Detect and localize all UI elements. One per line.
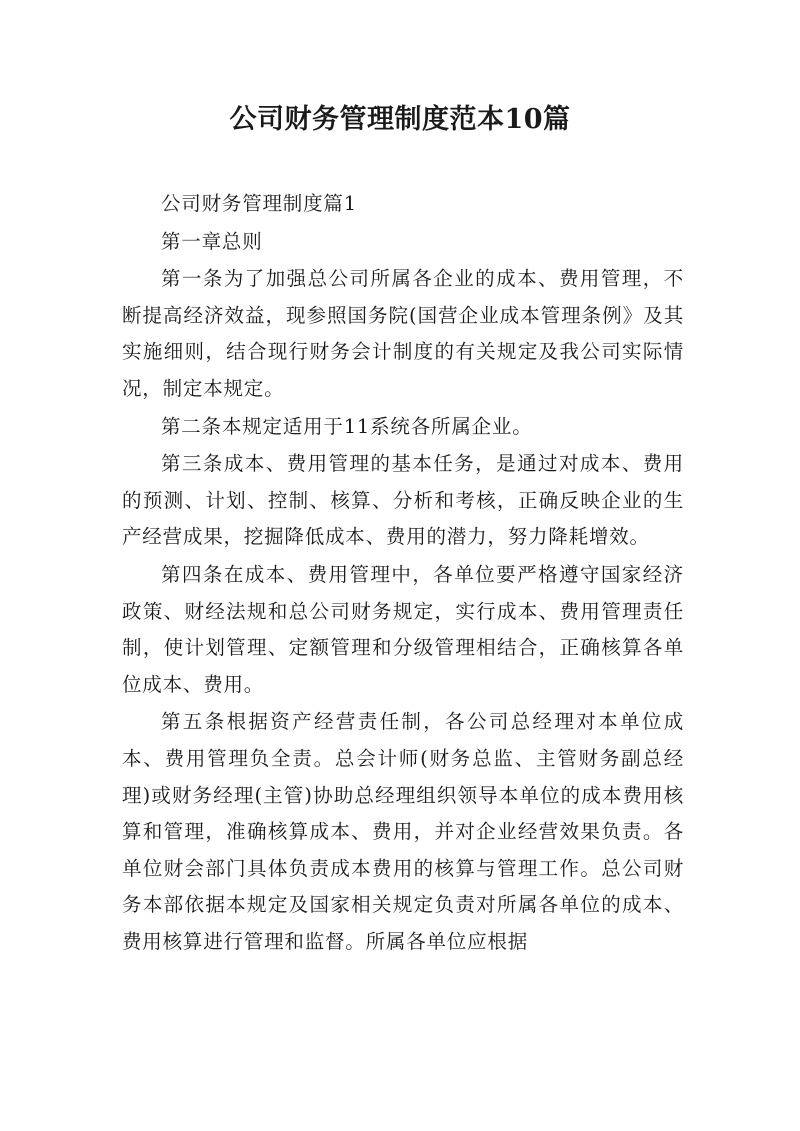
- paragraph-article-2: 第二条本规定适用于11系统各所属企业。: [161, 414, 533, 438]
- paragraph-section-heading: 公司财务管理制度篇1: [161, 192, 357, 215]
- paragraph-article-4: 第四条在成本、费用管理中，各单位要严格遵守国家经济政策、财经法规和总公司财务规定，实行成本、费用管理责任制，使计划管理、定额管理和分级管理相结合，正确核算各单位成本、费用。: [122, 562, 684, 696]
- paragraph-chapter-heading: 第一章总则: [161, 229, 263, 253]
- paragraph-article-1: 第一条为了加强总公司所属各企业的成本、费用管理，不断提高经济效益，现参照国务院(国营企业成本管理条例》及其实施细则，结合现行财务会计制度的有关规定及我公司实际情况，制定本规定。: [122, 267, 684, 400]
- document-body: [122, 186, 684, 960]
- paragraph-article-5: 第五条根据资产经营责任制，各公司总经理对本单位成本、费用管理负全责。总会计师(财务总监、主管财务副总经理)或财务经理(主管)协助总经理组织领导本单位的成本费用核算和管理，准确核算成本、费用，并对企业经营效果负责。各单位财会部门具体负责成本费用的核算与管理工作。总公司财务本部依据本规定及国家相关规定负责对所属各单位的成本、费用核算进行管理和监督。所属各单位应根据: [122, 710, 684, 953]
- document-title: 公司财务管理制度范本10篇: [229, 104, 571, 135]
- paragraph-article-3: 第三条成本、费用管理的基本任务，是通过对成本、费用的预测、计划、控制、核算、分析和考核，正确反映企业的生产经营成果，挖掘降低成本、费用的潜力，努力降耗增效。: [122, 452, 684, 549]
